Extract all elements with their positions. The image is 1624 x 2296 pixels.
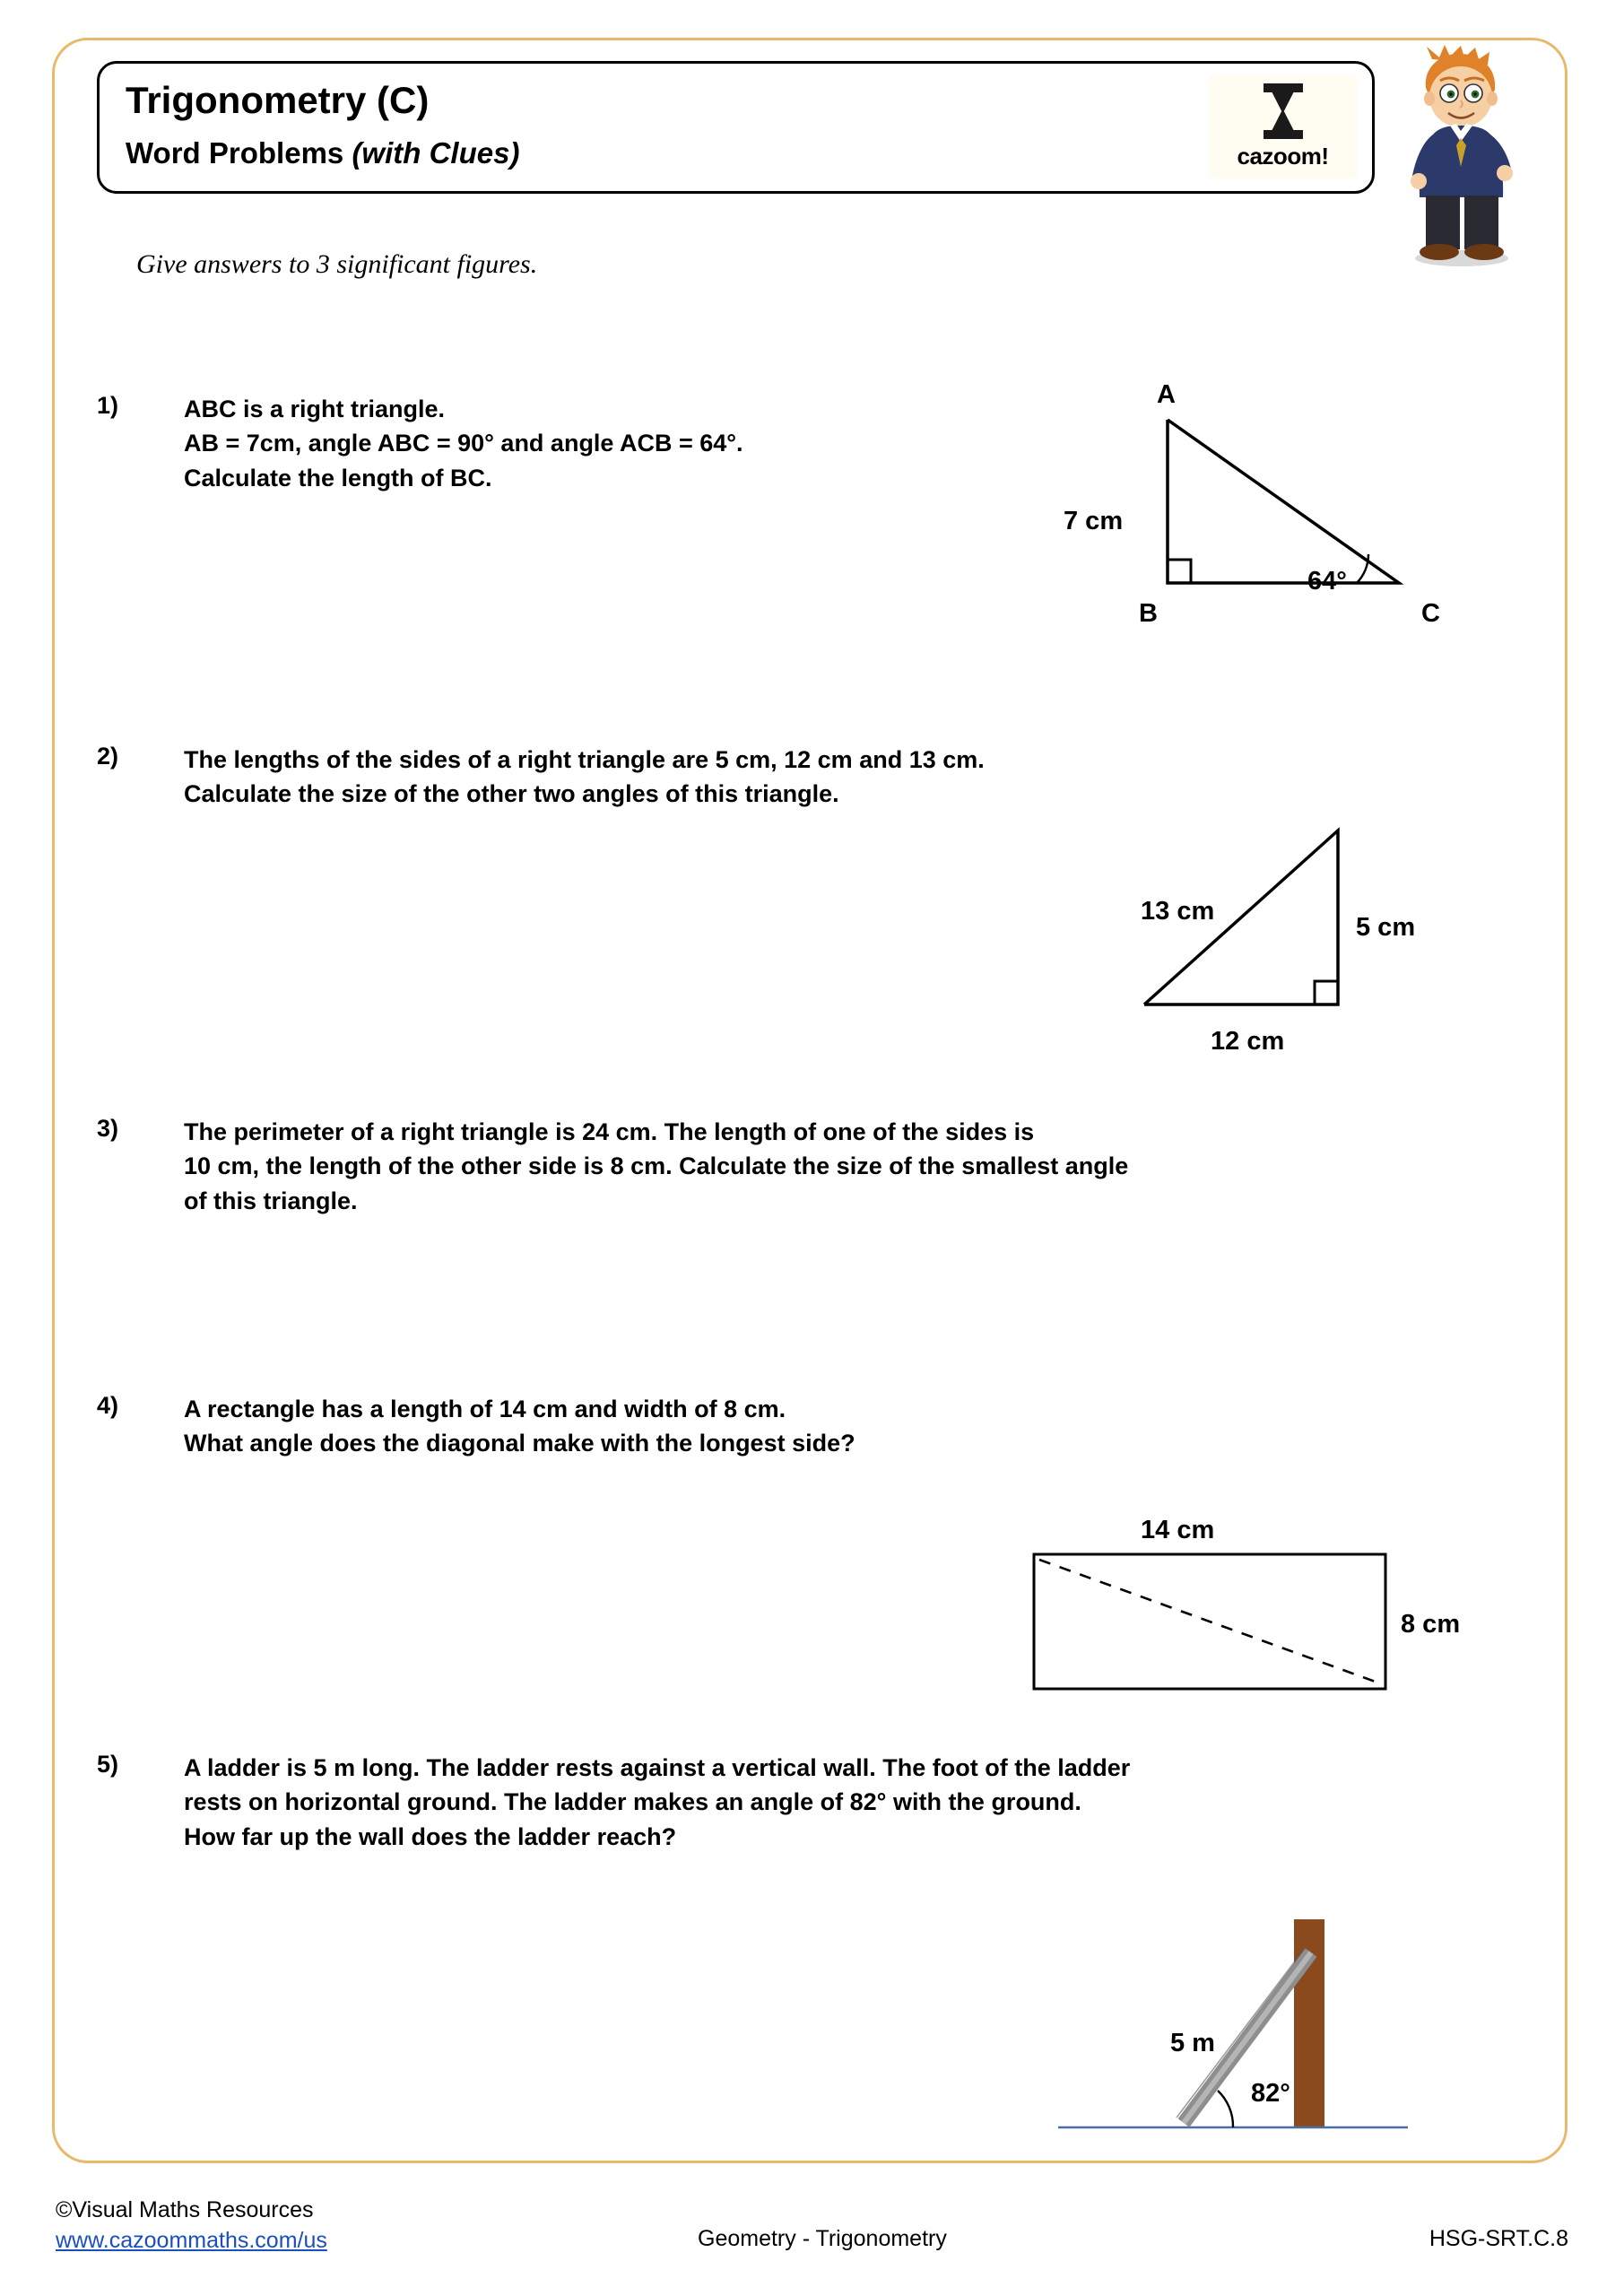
question-1-line-2: AB = 7cm, angle ABC = 90° and angle ACB = 64°. (184, 430, 743, 457)
page-title: Trigonometry (C) (126, 79, 430, 121)
question-4-figure (1027, 1547, 1403, 1704)
question-5-number: 5) (97, 1751, 119, 1778)
label-base-12cm: 12 cm (1211, 1027, 1285, 1056)
question-2-number: 2) (97, 743, 119, 770)
question-4-text (184, 1392, 855, 1461)
question-2-line-2: Calculate the size of the other two angles of this triangle. (184, 780, 839, 808)
footer-url-link[interactable]: www.cazoommaths.com/us (56, 2227, 327, 2253)
question-3-text (184, 1115, 1128, 1218)
page-subtitle (126, 136, 519, 170)
question-1-line-3: Calculate the length of BC. (184, 464, 492, 491)
label-angle-c: 64° (1307, 567, 1347, 596)
question-4-line-1: A rectangle has a length of 14 cm and width of 8 cm. (184, 1396, 786, 1422)
label-vertex-a: A (1157, 380, 1176, 409)
mascot-illustration (1385, 45, 1538, 269)
label-hypotenuse-13cm: 13 cm (1141, 897, 1215, 926)
question-5-text (184, 1751, 1130, 1854)
label-width-8cm: 8 cm (1401, 1610, 1461, 1639)
hourglass-icon (1264, 83, 1303, 139)
footer-topic: Geometry - Trigonometry (698, 2226, 947, 2251)
footer-left (56, 2196, 327, 2257)
question-2-line-1: The lengths of the sides of a right triangle are 5 cm, 12 cm and 13 cm. (184, 746, 985, 773)
question-5-line-3: How far up the wall does the ladder reach? (184, 1822, 677, 1850)
label-vertex-b: B (1139, 599, 1158, 628)
label-vertex-c: C (1421, 599, 1440, 628)
label-ladder-5m: 5 m (1170, 2029, 1215, 2057)
question-5-line-2: rests on horizontal ground. The ladder makes an angle of 82° with the ground. (184, 1788, 1081, 1816)
question-1-figure (1103, 386, 1462, 628)
question-5-line-1: A ladder is 5 m long. The ladder rests against a vertical wall. The foot of the ladder (184, 1754, 1131, 1781)
question-4-line-2: What angle does the diagonal make with the longest side? (184, 1430, 855, 1457)
question-3-line-3: of this triangle. (184, 1187, 358, 1214)
logo-text: cazoom! (1237, 143, 1329, 170)
instruction-text: Give answers to 3 significant figures. (136, 249, 538, 279)
label-angle-82: 82° (1251, 2079, 1290, 2108)
question-1-line-1: ABC is a right triangle. (184, 396, 446, 422)
question-4-number: 4) (97, 1392, 119, 1419)
question-2-text (184, 743, 985, 812)
question-1-number: 1) (97, 392, 119, 419)
question-3-line-2: 10 cm, the length of the other side is 8 cm. Calculate the size of the smallest angle (184, 1152, 1129, 1180)
label-side-ab: 7 cm (1064, 507, 1124, 535)
page-subtitle-italic: (with Clues) (352, 136, 520, 170)
footer-copyright: ©Visual Maths Resources (56, 2197, 314, 2222)
label-length-14cm: 14 cm (1141, 1516, 1215, 1544)
question-1-text (184, 392, 743, 495)
page-subtitle-bold: Word Problems (126, 136, 352, 170)
label-vertical-5cm: 5 cm (1356, 913, 1416, 942)
question-5-figure (1049, 1915, 1426, 2152)
cazoom-logo (1209, 75, 1357, 178)
question-3-line-1: The perimeter of a right triangle is 24 cm. The length of one of the sides is (184, 1118, 1035, 1145)
question-3-number: 3) (97, 1115, 119, 1142)
footer-standard-code: HSG-SRT.C.8 (1429, 2226, 1568, 2251)
